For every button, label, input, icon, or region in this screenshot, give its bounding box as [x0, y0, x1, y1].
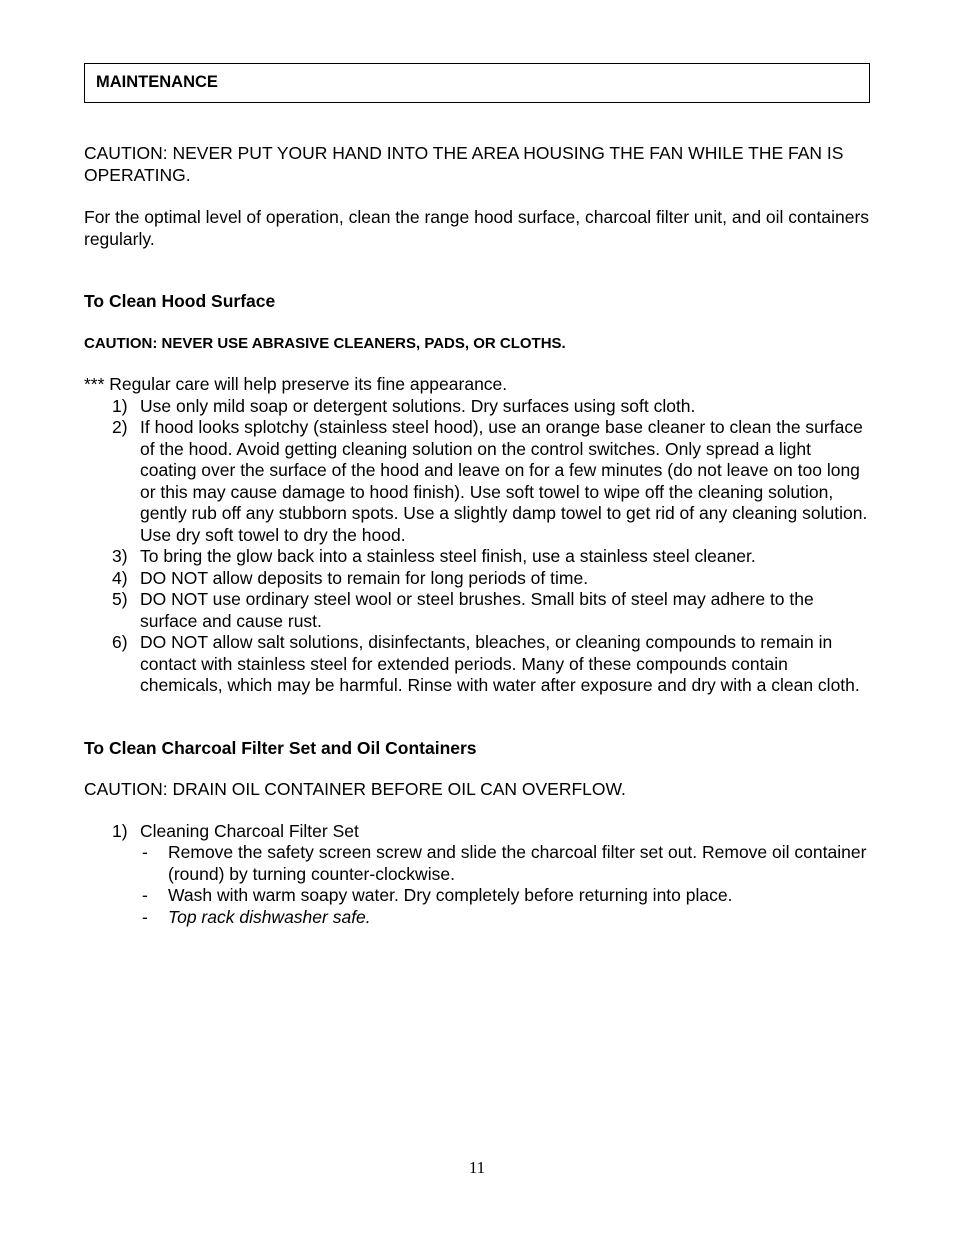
list-item	[84, 632, 870, 697]
charcoal-filter-steps	[84, 821, 870, 929]
step-number: 1)	[112, 395, 128, 416]
page-number: 11	[468, 1158, 486, 1177]
step-number: 6)	[112, 632, 128, 652]
list-item	[84, 821, 870, 843]
step-number: 5)	[112, 589, 128, 609]
list-item	[84, 396, 870, 418]
list-item	[84, 546, 870, 568]
caution-fan-warning: CAUTION: NEVER PUT YOUR HAND INTO THE AREA HOUSING THE FAN WHILE THE FAN IS OPERATING.	[84, 143, 844, 185]
step-number: 4)	[112, 567, 128, 588]
list-item	[84, 589, 870, 632]
oil-overflow-caution: CAUTION: DRAIN OIL CONTAINER BEFORE OIL CAN OVERFLOW.	[84, 779, 626, 799]
list-item	[84, 885, 870, 907]
section-title: MAINTENANCE	[96, 73, 218, 92]
regular-care-note: *** Regular care will help preserve its fine appearance.	[84, 374, 508, 394]
hood-surface-heading: To Clean Hood Surface	[84, 291, 276, 311]
step-number: 3)	[112, 546, 128, 566]
list-item	[84, 842, 870, 885]
step-text: To bring the glow back into a stainless steel finish, use a stainless steel cleaner.	[140, 546, 756, 566]
abrasive-caution: CAUTION: NEVER USE ABRASIVE CLEANERS, PADS, OR CLOTHS.	[84, 334, 566, 352]
dash-bullet: -	[142, 906, 148, 927]
substep-text: Wash with warm soapy water. Dry completely before returning into place.	[168, 885, 733, 905]
step-text: If hood looks splotchy (stainless steel hood), use an orange base cleaner to clean the surface of the hood. Avoid getting cleaning solution on the control switches. Only spread a light coating over the surface of the hood and leave on for a few minutes (do not leave on too long or this may cause damage to hood finish). Use soft towel to wipe off the cleaning solution, gently rub off any stubborn spots. Use a slightly damp towel to get rid of any cleaning solution. Use dry soft towel to dry the hood.	[140, 417, 868, 545]
list-item	[84, 907, 870, 929]
step-number: 1)	[112, 820, 128, 841]
charcoal-filter-heading: To Clean Charcoal Filter Set and Oil Containers	[84, 737, 477, 758]
step-text: DO NOT use ordinary steel wool or steel brushes. Small bits of steel may adhere to the surface and cause rust.	[140, 589, 814, 631]
charcoal-step-list	[84, 821, 870, 843]
intro-paragraph: For the optimal level of operation, clean the range hood surface, charcoal filter unit, and oil containers regularly.	[84, 207, 870, 249]
charcoal-substeps	[84, 842, 870, 928]
hood-surface-steps	[84, 396, 870, 697]
step-text: Use only mild soap or detergent solutions. Dry surfaces using soft cloth.	[140, 395, 696, 416]
substep-text: Remove the safety screen screw and slide the charcoal filter set out. Remove oil container (round) by turning counter-clockwise.	[168, 842, 867, 884]
list-item	[84, 417, 870, 546]
dash-bullet: -	[142, 885, 148, 905]
substep-text: Top rack dishwasher safe.	[168, 906, 371, 927]
step-text: DO NOT allow deposits to remain for long periods of time.	[140, 567, 589, 588]
dash-bullet: -	[142, 842, 148, 862]
step-number: 2)	[112, 417, 128, 437]
list-item	[84, 568, 870, 590]
step-text: DO NOT allow salt solutions, disinfectants, bleaches, or cleaning compounds to remain in contact with stainless steel for extended periods. Many of these compounds contain chemicals, which may be harmful. Rinse with water after exposure and dry with a clean cloth.	[140, 632, 860, 695]
step-title: Cleaning Charcoal Filter Set	[140, 820, 359, 841]
section-title-box	[84, 63, 870, 103]
manual-page	[84, 63, 870, 928]
